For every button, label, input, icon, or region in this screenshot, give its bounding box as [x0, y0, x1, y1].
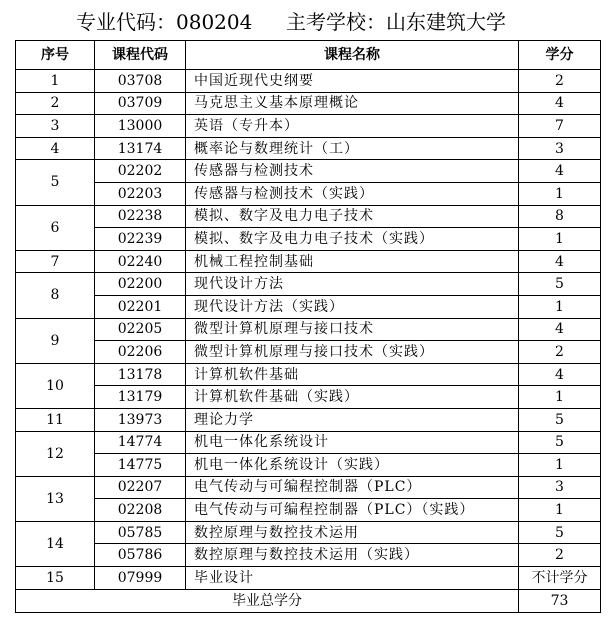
- course-name: 计算机软件基础: [186, 363, 519, 386]
- table-row: [16, 160, 601, 183]
- course-name: 传感器与检测技术: [186, 160, 519, 183]
- major-code: [76, 6, 252, 38]
- table-row: [16, 499, 601, 522]
- course-name: 模拟、数字及电力电子技术（实践）: [186, 228, 519, 251]
- course-credit: 1: [519, 228, 601, 251]
- row-number: 2: [16, 92, 95, 115]
- course-code: 13174: [95, 137, 186, 160]
- course-table: [15, 40, 601, 613]
- course-name: 现代设计方法: [186, 273, 519, 296]
- course-name: 现代设计方法（实践）: [186, 295, 519, 318]
- course-name: 数控原理与数控技术运用（实践）: [186, 544, 519, 567]
- table-row: [16, 318, 601, 341]
- page-header: [0, 6, 615, 38]
- course-code: 05785: [95, 521, 186, 544]
- major-code-label: 专业代码：: [76, 10, 176, 34]
- table-row: [16, 250, 601, 273]
- total-credit: 73: [519, 589, 601, 612]
- row-number: 5: [16, 160, 95, 205]
- row-number: 6: [16, 205, 95, 250]
- course-code: 02203: [95, 182, 186, 205]
- total-label: 毕业总学分: [16, 589, 519, 612]
- table-row: [16, 228, 601, 251]
- school-value: 山东建筑大学: [386, 10, 506, 34]
- major-code-value: 080204: [176, 10, 253, 34]
- course-code: 02205: [95, 318, 186, 341]
- course-name: 毕业设计: [186, 567, 519, 590]
- table-row: [16, 363, 601, 386]
- course-code: 05786: [95, 544, 186, 567]
- table-row: [16, 408, 601, 431]
- row-number: 8: [16, 273, 95, 318]
- course-credit: 4: [519, 363, 601, 386]
- course-name: 数控原理与数控技术运用: [186, 521, 519, 544]
- course-code: 03708: [95, 70, 186, 93]
- course-name: 微型计算机原理与接口技术: [186, 318, 519, 341]
- table-row: [16, 137, 601, 160]
- course-credit: 4: [519, 160, 601, 183]
- course-code: 13000: [95, 115, 186, 138]
- course-credit: 1: [519, 499, 601, 522]
- course-name: 模拟、数字及电力电子技术: [186, 205, 519, 228]
- row-number: 9: [16, 318, 95, 363]
- course-credit: 2: [519, 544, 601, 567]
- table-row: [16, 205, 601, 228]
- row-number: 14: [16, 521, 95, 566]
- course-credit: 3: [519, 476, 601, 499]
- table-row: [16, 567, 601, 590]
- course-name: 微型计算机原理与接口技术（实践）: [186, 341, 519, 364]
- course-code: 13178: [95, 363, 186, 386]
- table-row: [16, 115, 601, 138]
- course-name: 电气传动与可编程控制器（PLC）（实践）: [186, 499, 519, 522]
- row-number: 7: [16, 250, 95, 273]
- course-credit: 3: [519, 137, 601, 160]
- course-name: 机电一体化系统设计: [186, 431, 519, 454]
- course-code: 02208: [95, 499, 186, 522]
- table-row: [16, 92, 601, 115]
- table-row: [16, 544, 601, 567]
- table-header-row: [16, 41, 601, 70]
- table-row: [16, 431, 601, 454]
- table-row: [16, 476, 601, 499]
- course-credit: 5: [519, 273, 601, 296]
- course-code: 02240: [95, 250, 186, 273]
- course-code: 13179: [95, 386, 186, 409]
- course-credit: 2: [519, 341, 601, 364]
- course-credit: 1: [519, 295, 601, 318]
- table-row: [16, 70, 601, 93]
- row-number: 12: [16, 431, 95, 476]
- course-code: 02206: [95, 341, 186, 364]
- course-credit: 5: [519, 521, 601, 544]
- exam-school: [286, 6, 506, 38]
- row-number: 1: [16, 70, 95, 93]
- course-name: 理论力学: [186, 408, 519, 431]
- course-credit: 5: [519, 408, 601, 431]
- course-credit: 不计学分: [519, 567, 601, 590]
- column-header-code: 课程代码: [95, 41, 186, 70]
- course-table-body: [16, 70, 601, 590]
- column-header-credit: 学分: [519, 41, 601, 70]
- course-credit: 1: [519, 454, 601, 477]
- course-credit: 4: [519, 92, 601, 115]
- row-number: 11: [16, 408, 95, 431]
- course-name: 计算机软件基础（实践）: [186, 386, 519, 409]
- row-number: 4: [16, 137, 95, 160]
- row-number: 3: [16, 115, 95, 138]
- course-name: 英语（专升本）: [186, 115, 519, 138]
- course-code: 13973: [95, 408, 186, 431]
- course-credit: 8: [519, 205, 601, 228]
- course-name: 机械工程控制基础: [186, 250, 519, 273]
- course-credit: 7: [519, 115, 601, 138]
- row-number: 10: [16, 363, 95, 408]
- course-code: 02200: [95, 273, 186, 296]
- course-credit: 4: [519, 250, 601, 273]
- course-code: 14775: [95, 454, 186, 477]
- school-label: 主考学校：: [286, 10, 386, 34]
- course-code: 02207: [95, 476, 186, 499]
- table-row: [16, 521, 601, 544]
- column-header-name: 课程名称: [186, 41, 519, 70]
- table-row: [16, 454, 601, 477]
- course-name: 中国近现代史纲要: [186, 70, 519, 93]
- total-row: [16, 589, 601, 612]
- course-code: 02202: [95, 160, 186, 183]
- row-number: 15: [16, 567, 95, 590]
- table-row: [16, 386, 601, 409]
- table-row: [16, 341, 601, 364]
- course-code: 02239: [95, 228, 186, 251]
- course-code: 14774: [95, 431, 186, 454]
- course-code: 03709: [95, 92, 186, 115]
- course-credit: 5: [519, 431, 601, 454]
- table-row: [16, 182, 601, 205]
- course-credit: 1: [519, 182, 601, 205]
- course-credit: 4: [519, 318, 601, 341]
- course-name: 电气传动与可编程控制器（PLC）: [186, 476, 519, 499]
- course-credit: 2: [519, 70, 601, 93]
- row-number: 13: [16, 476, 95, 521]
- course-name: 马克思主义基本原理概论: [186, 92, 519, 115]
- course-name: 机电一体化系统设计（实践）: [186, 454, 519, 477]
- course-name: 概率论与数理统计（工）: [186, 137, 519, 160]
- course-name: 传感器与检测技术（实践）: [186, 182, 519, 205]
- table-row: [16, 295, 601, 318]
- column-header-no: 序号: [16, 41, 95, 70]
- course-code: 02201: [95, 295, 186, 318]
- course-code: 02238: [95, 205, 186, 228]
- table-row: [16, 273, 601, 296]
- course-code: 07999: [95, 567, 186, 590]
- course-credit: 1: [519, 386, 601, 409]
